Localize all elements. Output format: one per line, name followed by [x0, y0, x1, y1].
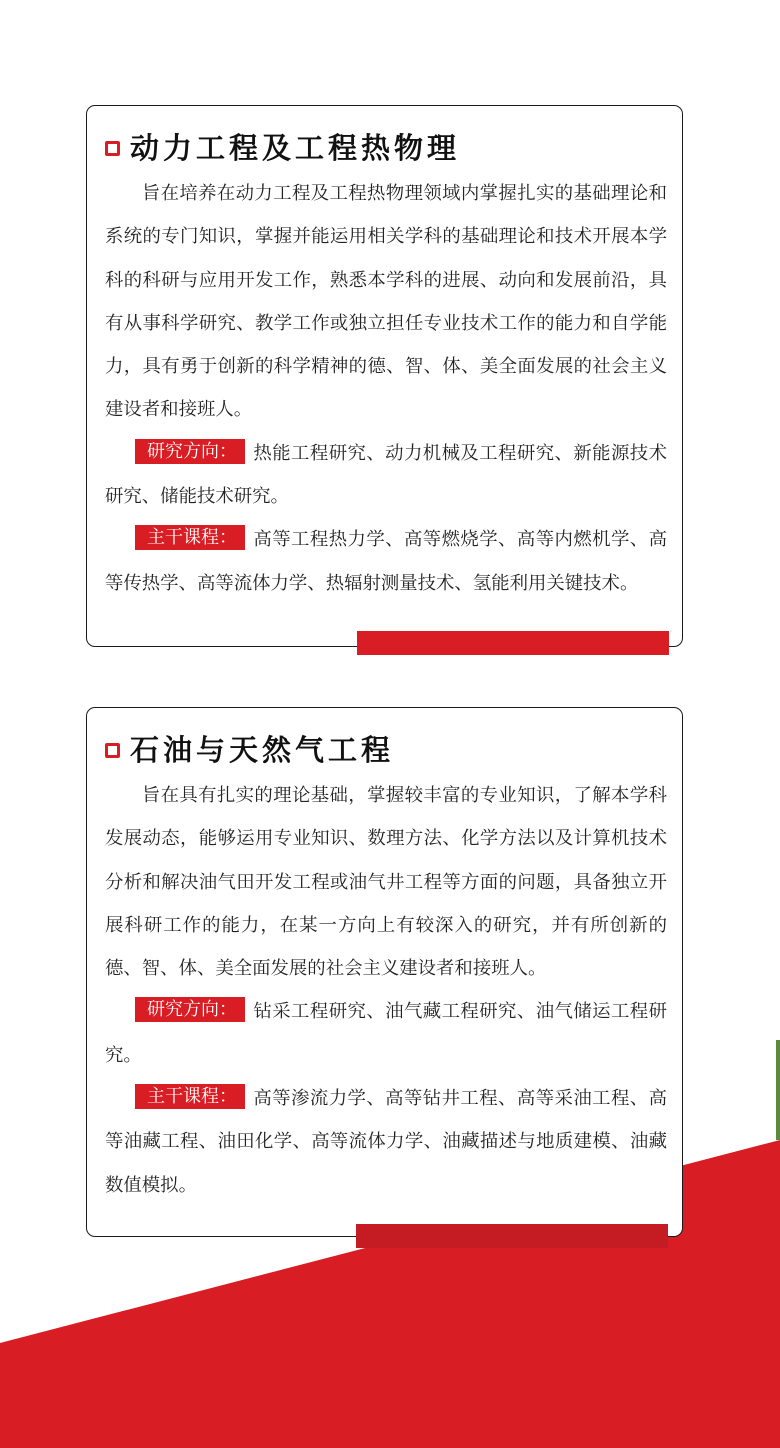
card-accent-bar — [357, 631, 669, 655]
main-courses — [105, 518, 667, 605]
right-edge-accent — [776, 1040, 780, 1140]
program-title — [105, 733, 395, 767]
research-direction-text: 钻采工程研究、油气藏工程研究、油气储运工程研究。 — [105, 1001, 667, 1066]
square-bullet-icon — [105, 743, 120, 758]
research-direction-label: 研究方向： — [135, 439, 245, 464]
main-courses-label: 主干课程： — [135, 1084, 245, 1109]
main-courses — [105, 1077, 667, 1207]
research-direction-label: 研究方向： — [135, 997, 245, 1022]
main-courses-text: 高等工程热力学、高等燃烧学、高等内燃机学、高等传热学、高等流体力学、热辐射测量技术、氢能利用关键技术。 — [105, 529, 667, 594]
research-direction — [105, 990, 667, 1077]
program-body — [105, 774, 667, 1207]
program-title-text: 石油与天然气工程 — [130, 733, 395, 767]
research-direction — [105, 432, 667, 519]
program-intro: 旨在培养在动力工程及工程热物理领域内掌握扎实的基础理论和系统的专门知识，掌握并能运用相关学科的基础理论和技术开展本学科的科研与应用开发工作，熟悉本学科的进展、动向和发展前沿，具有从事科学研究、教学工作或独立担任专业技术工作的能力和自学能力，具有勇于创新的科学精神的德、智、体、美全面发展的社会主义建设者和接班人。 — [105, 183, 667, 421]
program-title — [105, 131, 461, 165]
main-courses-text: 高等渗流力学、高等钻井工程、高等采油工程、高等油藏工程、油田化学、高等流体力学、油藏描述与地质建模、油藏数值模拟。 — [105, 1088, 667, 1196]
program-body — [105, 172, 667, 605]
card-accent-bar — [356, 1224, 668, 1248]
program-card-petroleum-engineering — [86, 707, 683, 1237]
main-courses-label: 主干课程： — [135, 525, 245, 550]
square-bullet-icon — [105, 141, 120, 156]
research-direction-text: 热能工程研究、动力机械及工程研究、新能源技术研究、储能技术研究。 — [105, 442, 667, 508]
program-title-text: 动力工程及工程热物理 — [130, 131, 461, 165]
program-card-power-engineering — [86, 105, 683, 647]
program-intro: 旨在具有扎实的理论基础，掌握较丰富的专业知识，了解本学科发展动态，能够运用专业知识、数理方法、化学方法以及计算机技术分析和解决油气田开发工程或油气井工程等方面的问题，具备独立开展科研工作的能力，在某一方向上有较深入的研究，并有所创新的德、智、体、美全面发展的社会主义建设者和接班人。 — [105, 785, 667, 980]
